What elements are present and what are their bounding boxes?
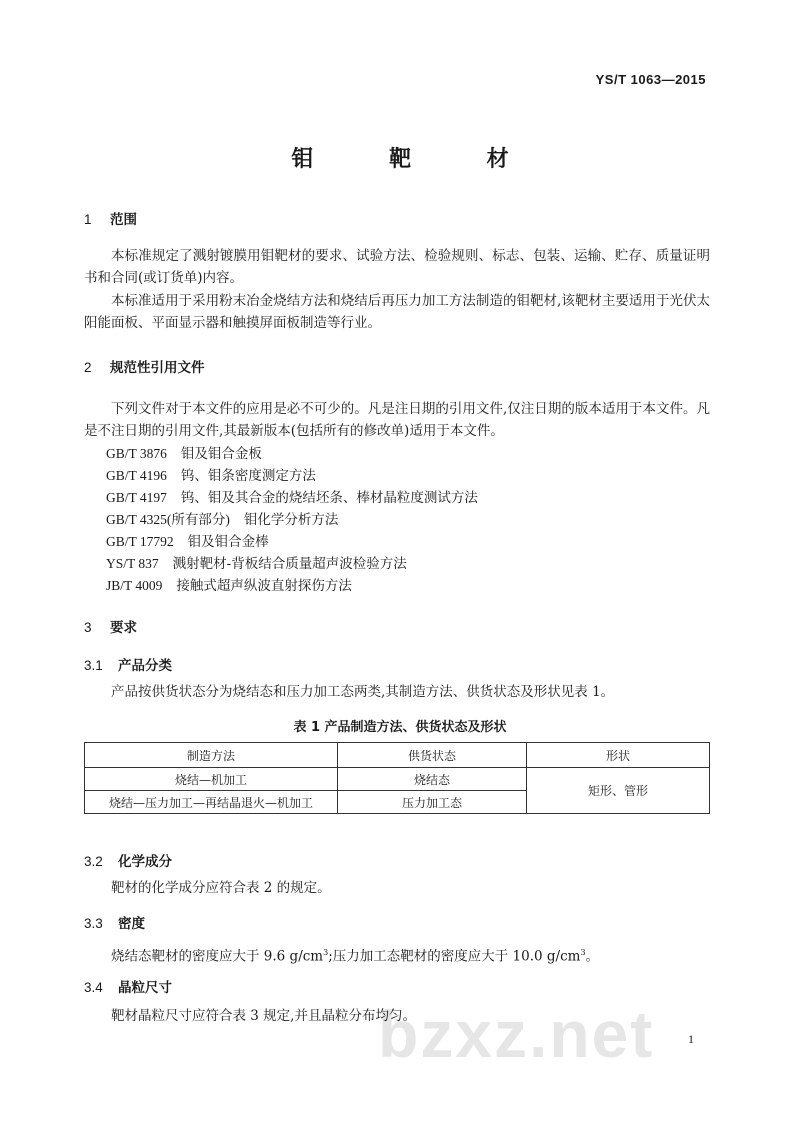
section-1-paragraph-1: 本标准规定了溅射镀膜用钼靶材的要求、试验方法、检验规则、标志、包装、运输、贮存、质量证明书和合同(或订货单)内容。 bbox=[84, 248, 710, 286]
reference-item bbox=[106, 574, 352, 594]
density-text-c: 。 bbox=[585, 948, 600, 965]
reference-item bbox=[106, 552, 407, 572]
section-2-number: 2 bbox=[84, 360, 92, 375]
reference-code: JB/T 4009 bbox=[106, 578, 163, 593]
section-3-3-heading bbox=[84, 912, 145, 932]
reference-code: YS/T 837 bbox=[106, 556, 159, 571]
reference-name: 钼及钼合金棒 bbox=[187, 534, 269, 550]
standard-number: YS/T 1063—2015 bbox=[595, 72, 706, 87]
section-1-title: 范围 bbox=[110, 212, 137, 228]
table-header-method: 制造方法 bbox=[85, 743, 338, 768]
section-3-4-number: 3.4 bbox=[84, 980, 103, 995]
density-sup-b: 3 bbox=[580, 948, 586, 957]
table-cell-method: 烧结—机加工 bbox=[85, 768, 338, 791]
reference-item bbox=[106, 442, 262, 462]
section-3-3-title: 密度 bbox=[118, 916, 145, 932]
section-2-intro: 下列文件对于本文件的应用是必不可少的。凡是注日期的引用文件,仅注日期的版本适用于本文件。凡是不注日期的引用文件,其最新版本(包括所有的修改单)适用于本文件。 bbox=[84, 401, 710, 439]
page-number: 1 bbox=[688, 1032, 694, 1046]
density-text-a: 烧结态靶材的密度应大于 9.6 g/cm bbox=[111, 948, 324, 965]
section-1-heading bbox=[84, 208, 137, 228]
table-header-state: 供货状态 bbox=[338, 743, 527, 768]
section-3-2-text: 靶材的化学成分应符合表 2 的规定。 bbox=[111, 880, 331, 896]
table-header-shape: 形状 bbox=[527, 743, 710, 768]
section-3-3-number: 3.3 bbox=[84, 916, 103, 931]
table-header-row bbox=[85, 743, 710, 768]
section-1-paragraph-2: 本标准适用于采用粉末冶金烧结方法和烧结后再压力加工方法制造的钼靶材,该靶材主要适用于光伏太阳能面板、平面显示器和触摸屏面板制造等行业。 bbox=[84, 293, 710, 331]
table-cell-state: 烧结态 bbox=[338, 768, 527, 791]
section-1-number: 1 bbox=[84, 212, 92, 227]
section-3-title: 要求 bbox=[110, 620, 137, 636]
reference-name: 钨、钼及其合金的烧结坯条、棒材晶粒度测试方法 bbox=[180, 490, 478, 506]
section-3-4-title: 晶粒尺寸 bbox=[118, 980, 172, 996]
reference-item bbox=[106, 486, 478, 506]
section-3-4-heading bbox=[84, 976, 172, 996]
section-3-4-text: 靶材晶粒尺寸应符合表 3 规定,并且晶粒分布均匀。 bbox=[111, 1008, 416, 1024]
section-3-2-number: 3.2 bbox=[84, 854, 103, 869]
section-2-title: 规范性引用文件 bbox=[110, 360, 205, 376]
document-title: 钼 靶 材 bbox=[291, 147, 543, 172]
section-3-1-text: 产品按供货状态分为烧结态和压力加工态两类,其制造方法、供货状态及形状见表 1。 bbox=[111, 684, 615, 700]
reference-name: 接触式超声纵波直射探伤方法 bbox=[176, 578, 352, 594]
reference-item bbox=[106, 508, 338, 528]
density-text-b: ;压力加工态靶材的密度应大于 10.0 g/cm bbox=[328, 948, 581, 965]
density-sup-a: 3 bbox=[323, 948, 329, 957]
section-3-1-heading bbox=[84, 654, 172, 674]
section-3-1-number: 3.1 bbox=[84, 658, 103, 673]
reference-code: GB/T 4325(所有部分) bbox=[106, 512, 230, 527]
reference-item bbox=[106, 530, 269, 550]
section-3-3-text bbox=[84, 942, 710, 968]
reference-code: GB/T 3876 bbox=[106, 446, 167, 461]
reference-name: 钨、钼条密度测定方法 bbox=[180, 468, 316, 484]
watermark: bzxz.net bbox=[378, 997, 655, 1071]
reference-item bbox=[106, 464, 316, 484]
table-1-caption: 表 1 产品制造方法、供货状态及形状 bbox=[293, 720, 507, 735]
reference-name: 钼化学分析方法 bbox=[243, 512, 339, 528]
reference-name: 钼及钼合金板 bbox=[180, 446, 262, 462]
reference-code: GB/T 17792 bbox=[106, 534, 174, 549]
section-2-heading bbox=[84, 356, 205, 376]
reference-code: GB/T 4196 bbox=[106, 468, 167, 483]
table-row bbox=[85, 768, 710, 791]
table-1 bbox=[84, 742, 710, 814]
reference-code: GB/T 4197 bbox=[106, 490, 167, 505]
section-3-2-title: 化学成分 bbox=[118, 854, 172, 870]
table-cell-state: 压力加工态 bbox=[338, 791, 527, 814]
table-cell-shape: 矩形、管形 bbox=[527, 768, 710, 814]
section-3-1-title: 产品分类 bbox=[118, 658, 172, 674]
reference-name: 溅射靶材-背板结合质量超声波检验方法 bbox=[172, 556, 407, 572]
section-3-heading bbox=[84, 616, 137, 636]
table-cell-method: 烧结—压力加工—再结晶退火—机加工 bbox=[85, 791, 338, 814]
section-3-number: 3 bbox=[84, 620, 92, 635]
section-3-2-heading bbox=[84, 850, 172, 870]
